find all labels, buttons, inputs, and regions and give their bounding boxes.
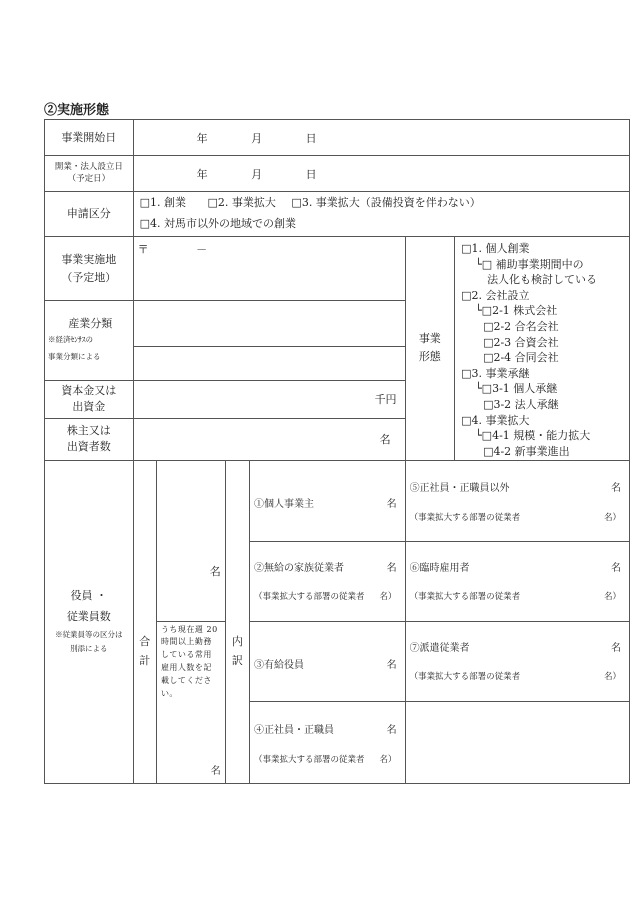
emp-cell-4-subunit: 名）	[379, 754, 397, 765]
bt-option-1-sub[interactable]: └□ 補助事業期間中の	[475, 257, 584, 271]
employees-label	[45, 460, 134, 783]
sub-count-unit: 名	[210, 765, 221, 777]
bt-option-2-3[interactable]: □2-3 合資会社	[483, 335, 559, 349]
app-option-4[interactable]: □4. 対馬市以外の地域での創業	[139, 217, 297, 230]
employees-label-line1: 役員 ・	[70, 589, 108, 603]
emp-cell-7[interactable]	[405, 621, 629, 701]
app-option-3[interactable]: □3. 事業拡大（設備投資を伴わない）	[291, 196, 481, 210]
emp-cell-1-label: ①個人事業主	[253, 498, 314, 510]
industry-field-1[interactable]	[133, 301, 405, 347]
application-row	[45, 192, 630, 237]
shareholders-label-line2: 出資者数	[66, 440, 111, 454]
implementation-form-table	[44, 119, 630, 784]
bt-option-3-2[interactable]: □3-2 法人承継	[483, 398, 559, 412]
emp-cell-5[interactable]	[405, 460, 629, 541]
shareholders-field[interactable]	[133, 418, 405, 460]
total-label	[133, 460, 156, 783]
emp-cell-5-subunit: 名）	[603, 512, 621, 523]
application-label: 申請区分	[45, 192, 134, 237]
application-options	[133, 192, 629, 237]
bt-option-1-sub-cont: 法人化も検討している	[487, 273, 598, 287]
location-label	[45, 237, 134, 301]
sub-count-field[interactable]	[156, 621, 225, 783]
shareholders-label-line1: 株主又は	[66, 423, 111, 437]
shareholders-label	[45, 418, 134, 460]
capital-field[interactable]	[133, 380, 405, 418]
employees-row-1	[45, 460, 630, 541]
sub-note-line-5: 載してくださ	[160, 676, 212, 686]
app-option-1[interactable]: □1. 創業	[139, 196, 187, 210]
emp-cell-5-unit: 名	[611, 482, 621, 494]
start-day-label: 日	[305, 131, 317, 145]
founding-date-field[interactable]	[133, 156, 629, 192]
app-option-2[interactable]: □2. 事業拡大	[207, 196, 276, 210]
emp-cell-empty	[405, 701, 629, 783]
employees-label-line2: 従業員数	[66, 610, 111, 624]
founding-date-label-line1: 開業・法人設立日	[54, 162, 123, 173]
shareholders-unit: 名	[379, 433, 391, 447]
bt-option-2[interactable]: □2. 会社設立	[461, 288, 530, 302]
emp-cell-7-label: ⑦派遣従業者	[409, 642, 470, 654]
industry-label-main: 産業分類	[68, 317, 113, 331]
founding-date-label-line2: （予定日）	[67, 173, 111, 184]
business-type-label-line1: 事業	[418, 331, 441, 345]
bt-option-2-4[interactable]: □2-4 合同会社	[483, 351, 559, 365]
emp-cell-7-subunit: 名）	[603, 671, 621, 682]
sub-note-line-2: 時間以上勤務	[160, 637, 212, 647]
emp-cell-3[interactable]	[249, 621, 405, 701]
emp-cell-6-unit: 名	[611, 562, 621, 574]
total-field[interactable]	[156, 460, 225, 621]
industry-note-2: 事業分類による	[48, 351, 101, 361]
industry-note-1: ※経済ｾﾝｻｽの	[48, 335, 93, 345]
sub-count-note	[161, 624, 218, 702]
emp-cell-7-sub: （事業拡大する部署の従業者	[409, 671, 521, 682]
business-type-label	[405, 237, 455, 461]
founding-day-label: 日	[305, 167, 317, 181]
capital-label	[45, 380, 134, 418]
emp-cell-3-label: ③有給役員	[253, 659, 304, 671]
location-label-line2: （予定地）	[61, 270, 117, 284]
emp-cell-5-label: ⑤正社員・正職員以外	[409, 482, 510, 494]
bt-option-4-2[interactable]: □4-2 新事業進出	[483, 444, 570, 458]
employees-note-1: ※従業員等の区分は	[55, 630, 123, 640]
emp-cell-5-sub: （事業拡大する部署の従業者	[409, 512, 521, 523]
emp-cell-4-label: ④正社員・正職員	[253, 724, 334, 736]
bt-option-3-1[interactable]: └□3-1 個人承継	[475, 382, 558, 396]
emp-cell-7-unit: 名	[611, 642, 621, 654]
emp-cell-4-sub: （事業拡大する部署の従業者	[253, 754, 365, 765]
emp-cell-6-subunit: 名）	[603, 591, 621, 602]
business-type-options	[455, 237, 630, 461]
emp-cell-1[interactable]	[249, 460, 405, 541]
postal-dash: －	[196, 243, 208, 256]
section-title: ②実施形態	[44, 103, 110, 118]
emp-cell-6[interactable]	[405, 541, 629, 621]
breakdown-label-text: 内訳	[231, 634, 243, 667]
sub-note-line-3: している常用	[160, 650, 212, 660]
sub-note-line-1: うち現在週 20	[160, 624, 218, 634]
capital-unit: 千円	[374, 393, 397, 407]
bt-option-4-1[interactable]: └□4-1 規模・能力拡大	[475, 429, 591, 443]
emp-cell-2-subunit: 名）	[379, 591, 397, 602]
capital-label-line2: 出資金	[72, 400, 106, 414]
bt-option-3[interactable]: □3. 事業承継	[461, 366, 530, 380]
start-date-row	[45, 120, 630, 156]
start-month-label: 月	[251, 131, 263, 145]
location-label-line1: 事業実施地	[61, 253, 117, 267]
sub-note-line-6: い。	[160, 689, 178, 699]
capital-label-line1: 資本金又は	[61, 383, 117, 397]
start-date-label: 事業開始日	[45, 120, 134, 156]
emp-cell-6-sub: （事業拡大する部署の従業者	[409, 591, 521, 602]
emp-cell-4-unit: 名	[386, 724, 397, 736]
founding-month-label: 月	[251, 167, 263, 181]
emp-cell-2-label: ②無給の家族従業者	[253, 562, 344, 574]
employees-note-2: 別添による	[70, 644, 108, 654]
emp-cell-1-unit: 名	[386, 498, 397, 510]
emp-cell-4[interactable]	[249, 701, 405, 783]
sub-note-line-4: 雇用人数を記	[160, 663, 212, 673]
start-date-field[interactable]	[133, 120, 629, 156]
emp-cell-2[interactable]	[249, 541, 405, 621]
emp-cell-2-unit: 名	[386, 562, 397, 574]
business-type-label-line2: 形態	[418, 350, 441, 364]
postal-mark: 〒	[137, 243, 149, 256]
total-label-text: 合計	[139, 634, 151, 667]
industry-label	[45, 301, 134, 381]
founding-date-row	[45, 156, 630, 192]
industry-field-2[interactable]	[133, 346, 405, 380]
breakdown-label	[225, 460, 249, 783]
bt-option-2-1[interactable]: └□2-1 株式会社	[475, 304, 558, 318]
start-year-label: 年	[196, 131, 208, 145]
emp-cell-6-label: ⑥臨時雇用者	[409, 562, 470, 574]
emp-cell-3-unit: 名	[386, 659, 397, 671]
bt-option-1[interactable]: □1. 個人創業	[461, 242, 530, 255]
bt-option-2-2[interactable]: □2-2 合名会社	[483, 320, 559, 334]
total-unit: 名	[209, 564, 221, 578]
location-field[interactable]	[133, 237, 405, 301]
founding-date-label	[45, 156, 134, 192]
founding-year-label: 年	[196, 167, 208, 181]
bt-option-4[interactable]: □4. 事業拡大	[461, 413, 530, 427]
emp-cell-2-sub: （事業拡大する部署の従業者	[253, 591, 365, 602]
location-row	[45, 237, 630, 301]
